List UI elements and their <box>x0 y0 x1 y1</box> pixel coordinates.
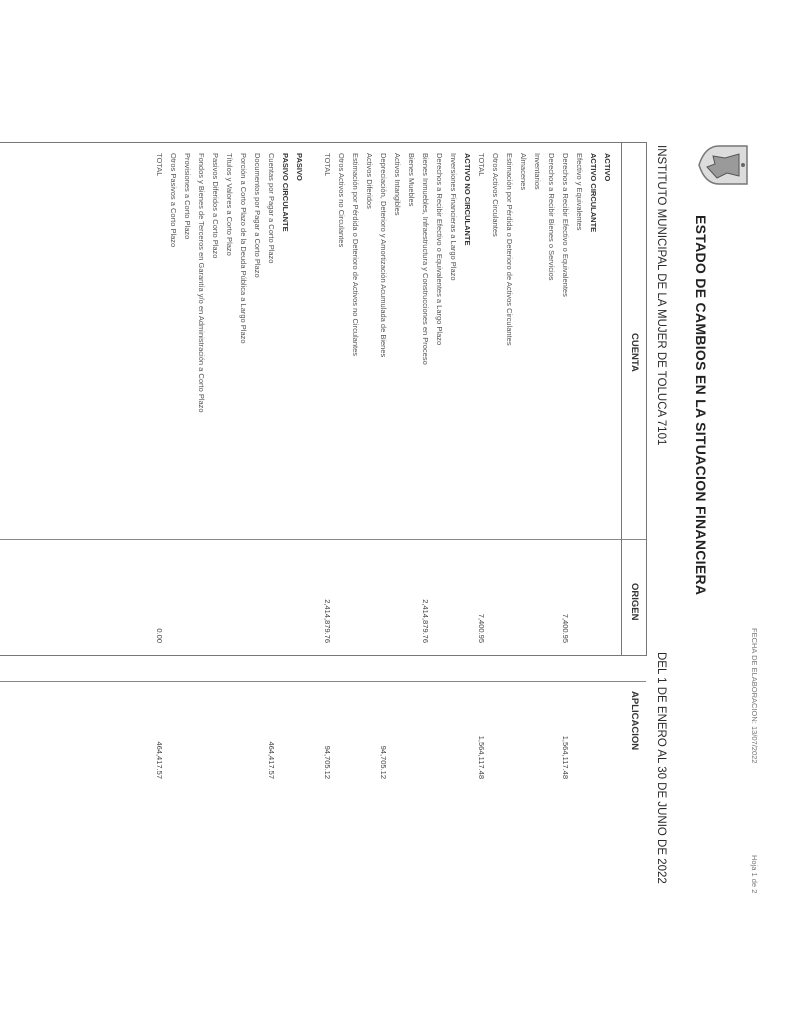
table-row <box>502 143 516 655</box>
table-header <box>621 143 646 751</box>
table-row <box>460 143 474 655</box>
table-row <box>320 143 334 779</box>
table-row <box>208 143 222 655</box>
table-row <box>376 143 390 779</box>
account-label: Provisiones a Corto Plazo <box>183 153 192 240</box>
table-row <box>572 143 586 655</box>
aplicacion-value: 464,417.57 <box>267 741 276 779</box>
account-label: Bienes Inmuebles, Infraestructura y Construcciones en Proceso <box>421 153 430 365</box>
table-row <box>348 143 362 655</box>
account-label: Activos Intangibles <box>393 153 402 216</box>
account-label: Fondos y Bienes de Terceros en Garantía y/o en Administración a Corto Plazo <box>197 153 206 413</box>
table-row <box>334 143 348 655</box>
table-row <box>474 143 488 779</box>
table-row <box>306 143 320 655</box>
elaboration-date: FECHA DE ELABORACION: 13/07/2022 <box>750 628 759 764</box>
aplicacion-value: 1,564,117.48 <box>561 735 570 779</box>
account-label: Estimación por Pérdida o Deterioro de Activos no Circulantes <box>351 153 360 357</box>
table-row <box>180 143 194 655</box>
account-label: ACTIVO CIRCULANTE <box>589 153 598 233</box>
table-row <box>250 143 264 655</box>
table-row <box>432 143 446 655</box>
account-label: Almacenes <box>519 153 528 191</box>
aplicacion-value: 94,705.12 <box>323 745 332 779</box>
account-label: Derechos a Recibir Bienes o Servicios <box>547 153 556 281</box>
account-label: TOTAL <box>155 153 164 177</box>
table-row <box>278 143 292 655</box>
origen-value: 7,400.95 <box>561 613 570 643</box>
report-title: ESTADO DE CAMBIOS EN LA SITUACION FINANCIERA <box>693 215 709 596</box>
account-label: Inventarios <box>533 153 542 190</box>
account-label: Bienes Muebles <box>407 153 416 207</box>
table-row <box>166 143 180 655</box>
account-label: Efectivo y Equivalentes <box>575 153 584 231</box>
account-label: Activos Diferidos <box>365 153 374 209</box>
municipal-seal-logo <box>697 140 753 190</box>
account-label: Pasivos Diferidos a Corto Plazo <box>211 153 220 259</box>
table-row <box>558 143 572 779</box>
account-label: PASIVO CIRCULANTE <box>281 153 290 232</box>
account-label: Derechos a Recibir Efectivo o Equivalentes <box>561 153 570 297</box>
entity-name: INSTITUTO MUNICIPAL DE LA MUJER DE TOLUCA 7101 <box>655 145 667 446</box>
table-row <box>530 143 544 655</box>
account-label: Documentos por Pagar a Corto Plazo <box>253 153 262 278</box>
column-header-origen: ORIGEN <box>629 583 640 621</box>
account-label: Otros Activos Circulantes <box>491 153 500 237</box>
account-label: TOTAL <box>323 153 332 177</box>
column-header-aplicacion: APLICACION <box>629 691 640 751</box>
report-period: DEL 1 DE ENERO AL 30 DE JUNIO DE 2022 <box>655 652 667 884</box>
account-label: Inversiones Financieras a Largo Plazo <box>449 153 458 281</box>
aplicacion-value: 1,564,117.48 <box>477 735 486 779</box>
account-label: ACTIVO NO CIRCULANTE <box>463 153 472 246</box>
table-row <box>194 143 208 655</box>
table-row <box>390 143 404 655</box>
table-row <box>446 143 460 655</box>
account-label: Otros Pasivos a Corto Plazo <box>169 153 178 248</box>
account-label: Otros Activos no Circulantes <box>337 153 346 248</box>
account-label: Depreciación, Deterioro y Amortización Acumulada de Bienes <box>379 153 388 358</box>
origen-value: 2,414,879.76 <box>323 599 332 643</box>
account-label: PASIVO <box>295 153 304 181</box>
aplicacion-value: 94,705.12 <box>379 745 388 779</box>
table-row <box>544 143 558 655</box>
origen-value: 0.00 <box>155 628 164 643</box>
table-row <box>418 143 432 655</box>
account-label: Cuentas por Pagar a Corto Plazo <box>267 153 276 264</box>
table-row <box>488 143 502 655</box>
aplicacion-value: 464,417.57 <box>155 741 164 779</box>
account-label: ACTIVO <box>603 153 612 182</box>
origen-value: 2,414,879.76 <box>421 599 430 643</box>
table-row <box>516 143 530 655</box>
origen-value: 7,400.95 <box>477 613 486 643</box>
table-row <box>264 143 278 779</box>
column-header-cuenta: CUENTA <box>629 333 640 372</box>
financial-statement-table <box>0 142 647 779</box>
account-label: Títulos y Valores a Corto Plazo <box>225 153 234 256</box>
table-body <box>152 143 614 779</box>
table-row <box>404 143 418 655</box>
account-label: Derechos a Recibir Efectivo o Equivalentes a Largo Plazo <box>435 153 444 346</box>
column-divider <box>0 681 646 682</box>
table-row <box>292 143 306 655</box>
page-number: Hoja 1 de 2 <box>750 855 759 894</box>
account-label: Porción a Corto Plazo de la Deuda Pública a Largo Plazo <box>239 153 248 344</box>
table-row <box>586 143 600 655</box>
table-row <box>362 143 376 655</box>
table-row <box>152 143 166 779</box>
account-label: Estimación por Pérdida o Deterioro de Activos Circulantes <box>505 153 514 346</box>
table-row <box>236 143 250 655</box>
account-label: TOTAL <box>477 153 486 177</box>
table-row <box>222 143 236 655</box>
table-row <box>600 143 614 655</box>
